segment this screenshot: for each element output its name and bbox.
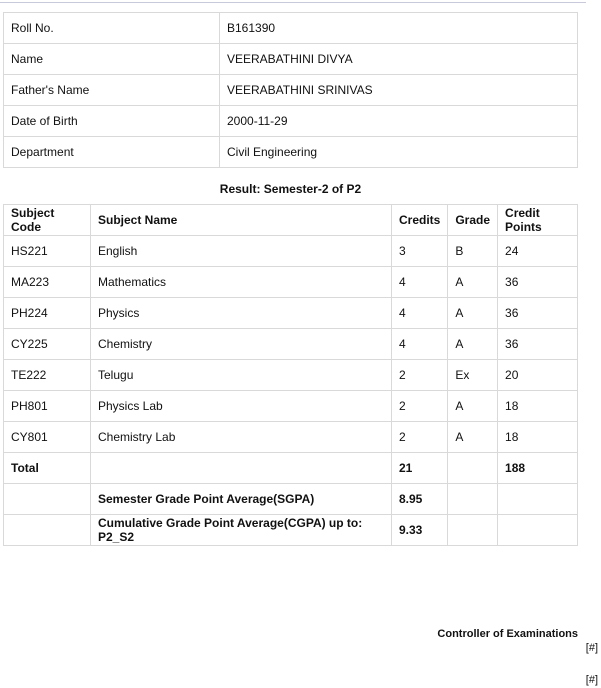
top-divider xyxy=(0,2,586,3)
grade: A xyxy=(448,391,498,422)
total-empty-cell xyxy=(91,453,392,484)
sgpa-value: 8.95 xyxy=(392,484,448,515)
name-value: VEERABATHINI DIVYA xyxy=(220,44,578,75)
department-value: Civil Engineering xyxy=(220,137,578,168)
department-row xyxy=(4,137,578,168)
credit-points: 18 xyxy=(498,391,578,422)
roll-label: Roll No. xyxy=(4,13,220,44)
grades-table xyxy=(3,204,578,546)
cgpa-label: Cumulative Grade Point Average(CGPA) up to: P2_S2 xyxy=(91,515,392,546)
subject-name: Chemistry Lab xyxy=(91,422,392,453)
table-row xyxy=(4,422,578,453)
subject-code: MA223 xyxy=(4,267,91,298)
table-row xyxy=(4,360,578,391)
father-value: VEERABATHINI SRINIVAS xyxy=(220,75,578,106)
total-credits: 21 xyxy=(392,453,448,484)
subject-name: Physics Lab xyxy=(91,391,392,422)
grades-header-row xyxy=(4,205,578,236)
roll-row xyxy=(4,13,578,44)
header-subject-name: Subject Name xyxy=(91,205,392,236)
credit-points: 24 xyxy=(498,236,578,267)
grade: Ex xyxy=(448,360,498,391)
credits: 4 xyxy=(392,298,448,329)
subject-name: English xyxy=(91,236,392,267)
dob-row xyxy=(4,106,578,137)
subject-code: CY225 xyxy=(4,329,91,360)
credit-points: 18 xyxy=(498,422,578,453)
roll-value: B161390 xyxy=(220,13,578,44)
father-row xyxy=(4,75,578,106)
placeholder-mark: [#] xyxy=(585,674,598,686)
dob-value: 2000-11-29 xyxy=(220,106,578,137)
header-grade: Grade xyxy=(448,205,498,236)
grade: A xyxy=(448,267,498,298)
total-empty-grade xyxy=(448,453,498,484)
name-label: Name xyxy=(4,44,220,75)
father-label: Father's Name xyxy=(4,75,220,106)
sgpa-empty-cell xyxy=(4,484,91,515)
sgpa-empty-points xyxy=(498,484,578,515)
student-info-table xyxy=(3,12,578,168)
header-subject-code: Subject Code xyxy=(4,205,91,236)
total-row xyxy=(4,453,578,484)
sgpa-label: Semester Grade Point Average(SGPA) xyxy=(91,484,392,515)
credit-points: 36 xyxy=(498,267,578,298)
cgpa-row xyxy=(4,515,578,546)
credit-points: 36 xyxy=(498,298,578,329)
table-row xyxy=(4,391,578,422)
credits: 4 xyxy=(392,329,448,360)
credits: 2 xyxy=(392,360,448,391)
department-label: Department xyxy=(4,137,220,168)
cgpa-empty-grade xyxy=(448,515,498,546)
sgpa-row xyxy=(4,484,578,515)
subject-name: Telugu xyxy=(91,360,392,391)
subject-code: HS221 xyxy=(4,236,91,267)
credit-points: 20 xyxy=(498,360,578,391)
dob-label: Date of Birth xyxy=(4,106,220,137)
controller-signature-label: Controller of Examinations xyxy=(437,628,578,640)
credits: 3 xyxy=(392,236,448,267)
header-credit-points: Credit Points xyxy=(498,205,578,236)
credits: 2 xyxy=(392,422,448,453)
grade: A xyxy=(448,298,498,329)
grade: A xyxy=(448,329,498,360)
table-row xyxy=(4,298,578,329)
placeholder-mark: [#] xyxy=(585,642,598,654)
credits: 2 xyxy=(392,391,448,422)
result-title: Result: Semester-2 of P2 xyxy=(219,182,362,196)
subject-code: PH801 xyxy=(4,391,91,422)
subject-code: CY801 xyxy=(4,422,91,453)
subject-code: PH224 xyxy=(4,298,91,329)
total-credit-points: 188 xyxy=(498,453,578,484)
cgpa-value: 9.33 xyxy=(392,515,448,546)
total-label: Total xyxy=(4,453,91,484)
credits: 4 xyxy=(392,267,448,298)
table-row xyxy=(4,267,578,298)
grade: A xyxy=(448,422,498,453)
cgpa-empty-points xyxy=(498,515,578,546)
name-row xyxy=(4,44,578,75)
credit-points: 36 xyxy=(498,329,578,360)
subject-code: TE222 xyxy=(4,360,91,391)
cgpa-empty-cell xyxy=(4,515,91,546)
subject-name: Physics xyxy=(91,298,392,329)
grade: B xyxy=(448,236,498,267)
header-credits: Credits xyxy=(392,205,448,236)
sgpa-empty-grade xyxy=(448,484,498,515)
subject-name: Mathematics xyxy=(91,267,392,298)
table-row xyxy=(4,329,578,360)
subject-name: Chemistry xyxy=(91,329,392,360)
table-row xyxy=(4,236,578,267)
